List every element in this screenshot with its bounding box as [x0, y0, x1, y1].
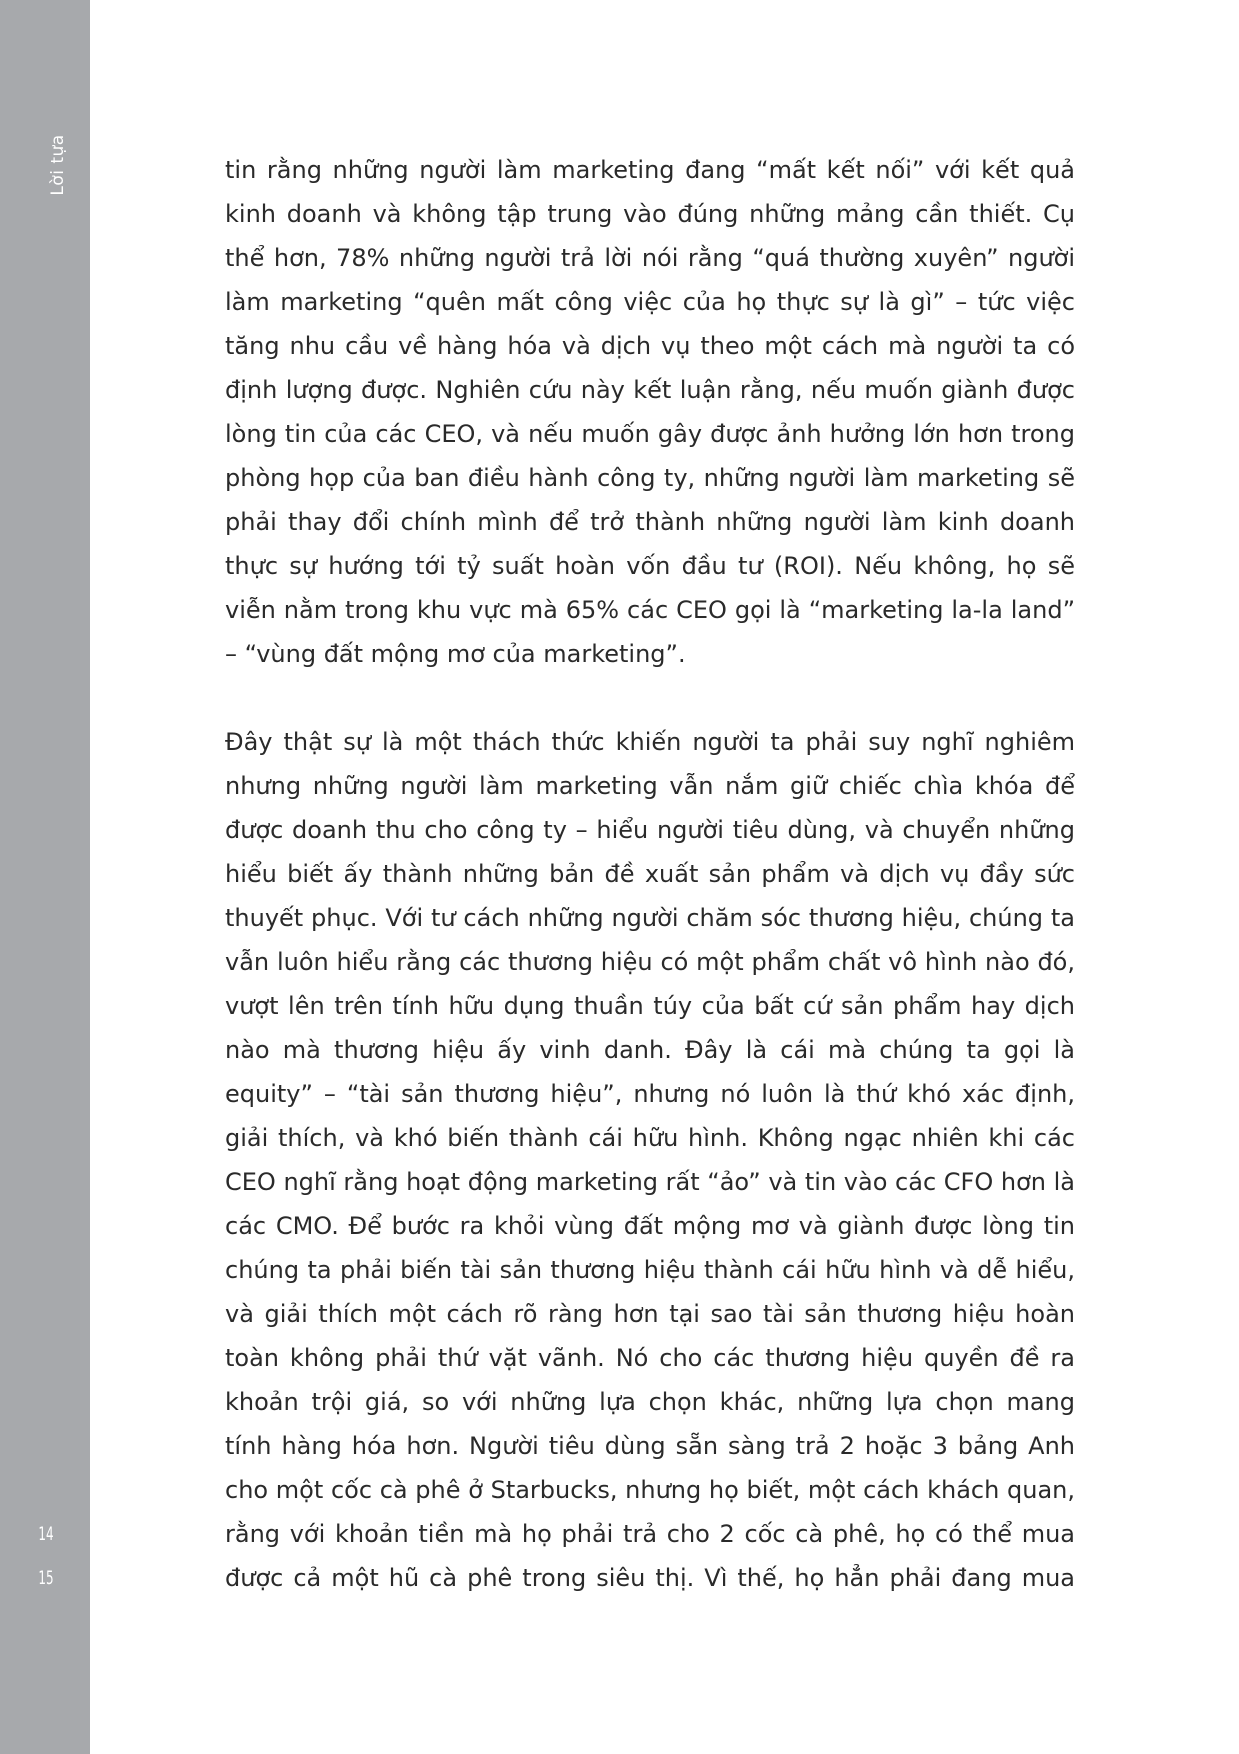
text-line: lòng tin của các CEO, và nếu muốn gây được ảnh hưởng lớn hơn trong — [225, 420, 1075, 448]
text-line: nhưng những người làm marketing vẫn nắm giữ chiếc chìa khóa để — [225, 772, 1075, 800]
text-line: tăng nhu cầu về hàng hóa và dịch vụ theo một cách mà người ta có — [225, 332, 1075, 360]
section-title: Lời tựa — [48, 134, 68, 196]
text-line: tin rằng những người làm marketing đang “mất kết nối” với kết quả — [225, 156, 1075, 184]
text-line: CEO nghĩ rằng hoạt động marketing rất “ảo” và tin vào các CFO hơn là — [225, 1168, 1075, 1196]
text-line: và giải thích một cách rõ ràng hơn tại sao tài sản thương hiệu hoàn — [225, 1300, 1075, 1328]
text-line: nào mà thương hiệu ấy vinh danh. Đây là cái mà chúng ta gọi là — [225, 1036, 1075, 1064]
text-line: các CMO. Để bước ra khỏi vùng đất mộng mơ và giành được lòng tin — [225, 1212, 1075, 1240]
text-line: phòng họp của ban điều hành công ty, những người làm marketing sẽ — [225, 464, 1075, 492]
text-line: chúng ta phải biến tài sản thương hiệu thành cái hữu hình và dễ hiểu, — [225, 1256, 1075, 1284]
text-line: toàn không phải thứ vặt vãnh. Nó cho các thương hiệu quyền đề ra — [225, 1344, 1075, 1372]
text-line: khoản trội giá, so với những lựa chọn khác, những lựa chọn mang — [225, 1388, 1075, 1416]
paragraph-2 — [225, 720, 1075, 1600]
body-text — [225, 148, 1075, 1600]
text-line: rằng với khoản tiền mà họ phải trả cho 2 cốc cà phê, họ có thể mua — [225, 1520, 1075, 1548]
text-line: thuyết phục. Với tư cách những người chăm sóc thương hiệu, chúng ta — [225, 904, 1075, 932]
text-line: định lượng được. Nghiên cứu này kết luận rằng, nếu muốn giành được — [225, 376, 1075, 404]
text-line: hiểu biết ấy thành những bản đề xuất sản phẩm và dịch vụ đầy sức — [225, 860, 1075, 888]
page-number-left: 14 — [38, 1523, 54, 1545]
text-line: thể hơn, 78% những người trả lời nói rằng “quá thường xuyên” người — [225, 244, 1075, 272]
text-line: viễn nằm trong khu vực mà 65% các CEO gọi là “marketing la-la land” — [225, 596, 1075, 624]
text-line: Đây thật sự là một thách thức khiến người ta phải suy nghĩ nghiêm — [225, 728, 1075, 756]
text-line: làm marketing “quên mất công việc của họ thực sự là gì” – tức việc — [225, 288, 1075, 316]
text-line: equity” – “tài sản thương hiệu”, nhưng nó luôn là thứ khó xác định, — [225, 1080, 1075, 1108]
sidebar — [0, 0, 90, 1754]
text-line: vẫn luôn hiểu rằng các thương hiệu có một phẩm chất vô hình nào đó, — [225, 948, 1075, 976]
text-line: phải thay đổi chính mình để trở thành những người làm kinh doanh — [225, 508, 1075, 536]
text-line: thực sự hướng tới tỷ suất hoàn vốn đầu tư (ROI). Nếu không, họ sẽ — [225, 552, 1075, 580]
text-line: được doanh thu cho công ty – hiểu người tiêu dùng, và chuyển những — [225, 816, 1075, 844]
page-number-right: 15 — [38, 1567, 54, 1589]
text-line: tính hàng hóa hơn. Người tiêu dùng sẵn sàng trả 2 hoặc 3 bảng Anh — [225, 1432, 1075, 1460]
text-line: giải thích, và khó biến thành cái hữu hình. Không ngạc nhiên khi các — [225, 1124, 1075, 1152]
paragraph-1 — [225, 148, 1075, 676]
text-line: cho một cốc cà phê ở Starbucks, nhưng họ biết, một cách khách quan, — [225, 1476, 1075, 1504]
text-line: – “vùng đất mộng mơ của marketing”. — [225, 640, 686, 668]
text-line: kinh doanh và không tập trung vào đúng những mảng cần thiết. Cụ — [225, 200, 1075, 228]
text-line: vượt lên trên tính hữu dụng thuần túy của bất cứ sản phẩm hay dịch — [225, 992, 1075, 1020]
text-line: được cả một hũ cà phê trong siêu thị. Vì thế, họ hẳn phải đang mua — [225, 1564, 1075, 1592]
